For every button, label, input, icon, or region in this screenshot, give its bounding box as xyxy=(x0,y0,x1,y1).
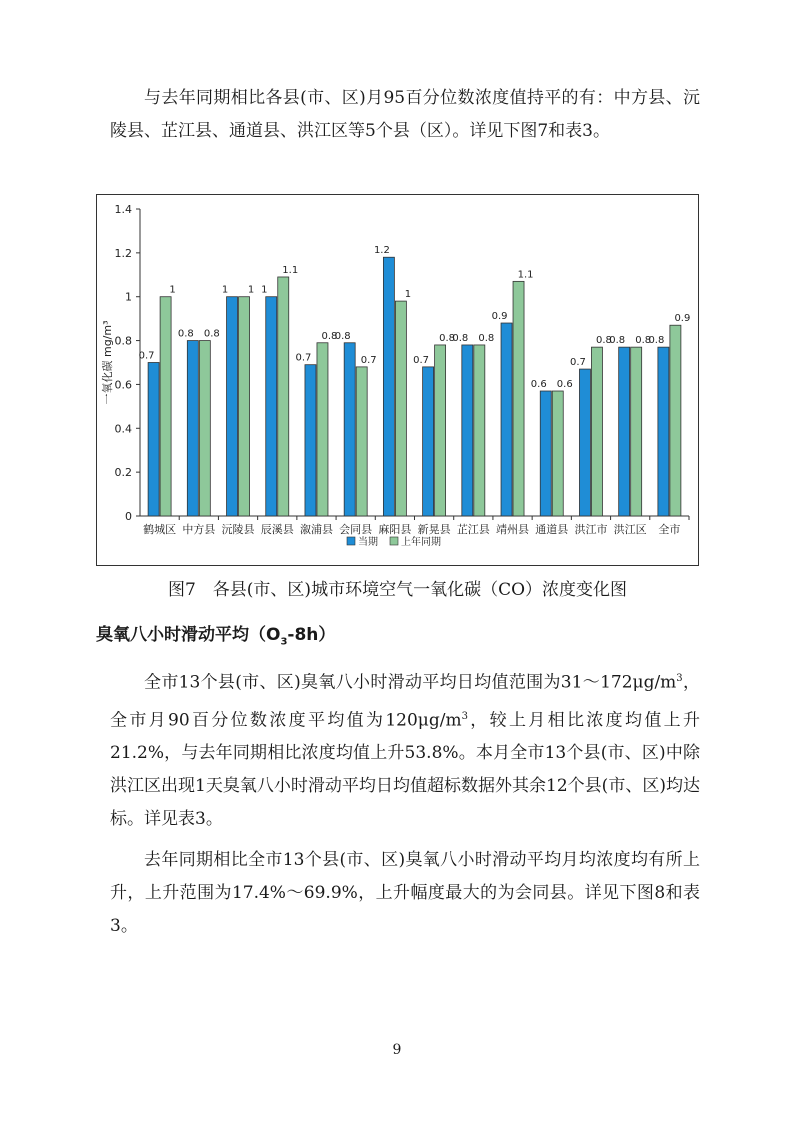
y-tick-label: 1.4 xyxy=(114,203,132,216)
bar xyxy=(423,367,434,516)
bar xyxy=(540,391,551,516)
x-tick-label: 中方县 xyxy=(182,523,216,536)
bar xyxy=(619,347,630,516)
y-tick-label: 0.4 xyxy=(114,422,132,436)
bar xyxy=(278,277,289,516)
bar-data-label: 0.8 xyxy=(321,330,338,342)
bar-data-label: 1.2 xyxy=(373,245,390,257)
x-tick-label: 新晃县 xyxy=(417,523,451,536)
bar xyxy=(670,325,681,516)
page-number: 9 xyxy=(392,1042,402,1058)
bar-data-label: 0.8 xyxy=(609,335,626,347)
bar xyxy=(462,345,473,516)
bar-data-label: 1 xyxy=(221,284,229,296)
bar-data-label: 0.8 xyxy=(635,335,652,347)
co-bar-chart-svg xyxy=(97,195,698,565)
bar-data-label: 0.6 xyxy=(530,379,547,391)
bar xyxy=(631,347,642,516)
bar xyxy=(383,257,394,516)
bar xyxy=(266,297,277,516)
bar-data-label: 1 xyxy=(261,284,268,296)
figure-caption: 图7 各县(市、区)城市环境空气一氧化碳（CO）浓度变化图 xyxy=(167,580,628,600)
bar-data-label: 1 xyxy=(169,284,176,296)
bar xyxy=(435,345,446,516)
x-tick-label: 麻阳县 xyxy=(378,523,412,536)
y-tick-label: 0.2 xyxy=(114,466,132,480)
bar-data-label: 0.8 xyxy=(439,332,456,344)
bar-data-label: 0.8 xyxy=(596,335,612,347)
bar-data-label: 0.7 xyxy=(138,350,155,362)
bar xyxy=(344,343,355,516)
y-tick-label: 1 xyxy=(125,290,132,304)
bar xyxy=(356,367,367,516)
paragraph-ozone-summary xyxy=(110,662,700,836)
legend-label: 当期 xyxy=(358,537,378,548)
p2-part-b: ，全市月90百分位数浓度平均值为120μg/m xyxy=(110,672,700,731)
legend-label: 上年同期 xyxy=(401,537,441,548)
bar-data-label: 0.8 xyxy=(478,332,495,344)
x-tick-label: 辰溪县 xyxy=(260,523,294,536)
paragraph-ozone-yoy: 去年同期相比全市13个县(市、区)臭氧八小时滑动平均月均浓度均有所上升，上升范围为17.4%～69.9%，上升幅度最大的为会同县。详见下图8和表3。 xyxy=(110,850,700,936)
y-tick-label: 0.8 xyxy=(114,334,132,348)
bar-data-label: 0.8 xyxy=(177,328,194,340)
bar xyxy=(199,341,210,516)
legend-swatch xyxy=(390,537,398,545)
bar xyxy=(305,365,316,516)
x-tick-label: 全市 xyxy=(658,523,681,536)
bar-data-label: 0.8 xyxy=(648,335,665,347)
bar xyxy=(591,347,602,516)
bar-data-label: 0.8 xyxy=(452,332,469,344)
bar-data-label: 1 xyxy=(247,284,255,296)
bar xyxy=(239,297,250,516)
y-tick-label: 0.6 xyxy=(114,378,132,392)
p2-superscript-2: 3 xyxy=(461,710,468,722)
x-tick-label: 靖州县 xyxy=(496,523,530,536)
bar-data-label: 1 xyxy=(404,289,412,301)
heading-tail: -8h） xyxy=(287,625,336,645)
heading-main: 臭氧八小时滑动平均（O xyxy=(96,625,281,645)
bar xyxy=(579,369,590,516)
paragraph-co-flat: 与去年同期相比各县(市、区)月95百分位数浓度值持平的有：中方县、沅陵县、芷江县、通道县、洪江区等5个县（区）。详见下图7和表3。 xyxy=(110,88,700,141)
x-tick-label: 洪江区 xyxy=(613,523,647,536)
bar-data-label: 0.6 xyxy=(556,379,573,391)
bar xyxy=(552,391,563,516)
bar xyxy=(658,347,669,516)
bar-data-label: 0.7 xyxy=(295,352,312,364)
bar xyxy=(187,341,198,516)
y-tick-label: 1.2 xyxy=(114,246,132,260)
bar-data-label: 0.9 xyxy=(674,313,691,325)
x-tick-label: 溆浦县 xyxy=(299,523,333,536)
bar-data-label: 0.7 xyxy=(570,357,586,369)
bar xyxy=(501,323,512,516)
bar xyxy=(474,345,485,516)
x-tick-label: 鹤城区 xyxy=(143,523,177,536)
x-tick-label: 沅陵县 xyxy=(221,523,255,536)
x-tick-label: 洪江市 xyxy=(574,523,608,536)
bar-data-label: 0.8 xyxy=(203,328,220,340)
co-chart xyxy=(96,194,699,566)
heading-subscript: 3 xyxy=(280,636,288,648)
legend-swatch xyxy=(347,537,355,545)
bar xyxy=(317,343,328,516)
bar xyxy=(395,301,406,516)
bar-data-label: 0.7 xyxy=(413,354,430,366)
bar-data-label: 0.9 xyxy=(491,311,508,323)
p2-part-a: 全市13个县(市、区)臭氧八小时滑动平均日均值范围为31～172μg/m xyxy=(144,672,677,693)
bar xyxy=(227,297,238,516)
bar xyxy=(513,281,524,516)
bar-data-label: 0.8 xyxy=(334,330,351,342)
p2-part-c: ，较上月相比浓度均值上升21.2%，与去年同期相比浓度均值上升53.8%。本月全市13个县(市、区)中除洪江区出现1天臭氧八小时滑动平均日均值超标数据外其余12个县(市、区)均达标。详见表3。 xyxy=(110,710,700,830)
bar-data-label: 1.1 xyxy=(282,264,299,276)
bar-data-label: 0.7 xyxy=(360,354,377,366)
section-heading-ozone xyxy=(96,620,335,647)
x-tick-label: 通道县 xyxy=(535,523,569,536)
bar xyxy=(160,297,171,516)
y-axis-label: 一氧化碳 mg/m³ xyxy=(101,320,114,405)
y-tick-label: 0 xyxy=(125,510,132,523)
x-tick-label: 会同县 xyxy=(339,523,373,536)
bar xyxy=(148,363,159,517)
x-tick-label: 芷江县 xyxy=(456,523,490,536)
bar-data-label: 1.1 xyxy=(517,269,534,281)
p2-superscript-1: 3 xyxy=(676,673,683,684)
